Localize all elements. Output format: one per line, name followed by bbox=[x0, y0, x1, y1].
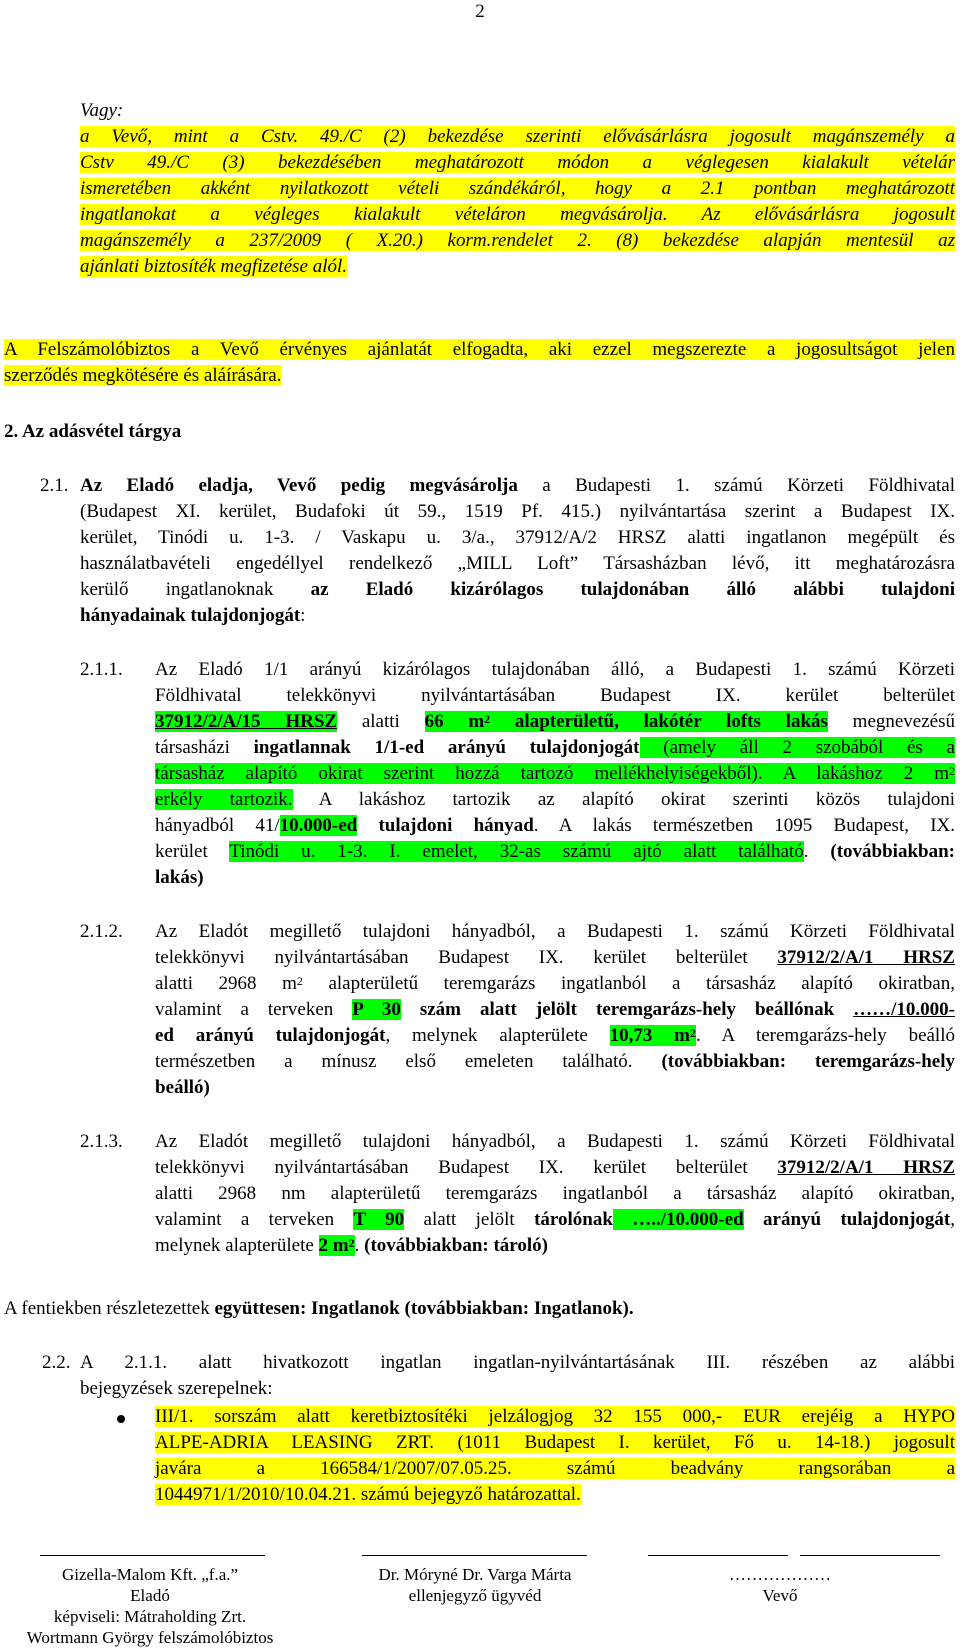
share-value: …../10.000-ed bbox=[612, 1209, 744, 1230]
s21-line: (Budapest XI. kerület, Budafoki út 59., 1519 Pf. 415.) nyilvántartása szerint a Budapest IX. bbox=[80, 501, 955, 522]
share-value: 10.000-ed bbox=[279, 815, 358, 836]
s211-bold: tulajdoni hányad bbox=[357, 815, 534, 836]
intro-line: Cstv 49./C (3) bekezdésében meghatározott módon a véglegesen kialakult vételár bbox=[80, 152, 955, 173]
mortgage-line: 1044971/1/2010/10.04.21. számú bejegyző határozattal. bbox=[155, 1484, 581, 1505]
lakas-type: alapterületű, lakótér lofts lakás bbox=[490, 711, 828, 732]
s211-text: megnevezésű bbox=[827, 711, 955, 732]
s213-text: melynek alapterülete bbox=[155, 1235, 319, 1256]
s211-green: társasház alapító okirat szerint hozzá tartozó mellékhelyiségekből). A lakáshoz 2 m bbox=[155, 763, 949, 784]
s212-bold: (továbbiakban: teremgarázs-hely bbox=[661, 1051, 955, 1072]
s212-text: alapterületű teremgarázs ingatlanból a társasház alapító okiratban, bbox=[302, 973, 955, 994]
summary-text: A fentiekben részletezettek bbox=[4, 1298, 215, 1319]
intro-line: ajánlati biztosíték megfizetése alól. bbox=[80, 256, 348, 277]
garage-hrsz: 37912/2/A/1 HRSZ bbox=[777, 1157, 955, 1178]
s213-text: , bbox=[950, 1209, 955, 1230]
parking-area: 10,73 m bbox=[609, 1025, 690, 1046]
s211-bold: (továbbiakban: bbox=[830, 841, 955, 862]
s21-text: a Budapesti 1. számú Körzeti Földhivatal bbox=[517, 475, 955, 496]
acceptance-line: A Felszámolóbiztos a Vevő érvényes ajánlatát elfogadta, aki ezzel megszerezte a jogosultságot jelen bbox=[4, 339, 955, 360]
s22-line: A 2.1.1. alatt hivatkozott ingatlan ingatlan-nyilvántartásának III. részében az alábbi bbox=[80, 1352, 955, 1373]
s21-text: kerülő ingatlanoknak bbox=[80, 579, 311, 600]
superscript: 2 bbox=[296, 974, 303, 988]
lakas-area: 66 m bbox=[424, 711, 485, 732]
s21-line: kerület, Tinódi u. 1-3. / Vaskapu u. 3/a., 37912/A/2 HRSZ alatti ingatlanon megépült és bbox=[80, 527, 955, 548]
s213-text: alatt jelölt bbox=[404, 1209, 535, 1230]
seller-name: Gizella-Malom Kft. „f.a.” bbox=[61, 1565, 239, 1584]
s211-text: alatti bbox=[337, 711, 425, 732]
s211-line: Földhivatal telekkönyvi nyilvántartásában Budapest IX. kerület belterület bbox=[155, 685, 955, 706]
lawyer-name: Dr. Móryné Dr. Varga Márta bbox=[378, 1565, 572, 1584]
s21-bold: Az Eladó eladja, Vevő pedig megvásárolja bbox=[80, 475, 518, 496]
parking-id: P 30 bbox=[352, 999, 401, 1020]
s212-text: telekkönyvi nyilvántartásában Budapest IX. kerület belterület bbox=[155, 947, 778, 968]
buyer-name: ……………… bbox=[729, 1565, 831, 1584]
seller-representative: képviseli: Mátraholding Zrt. bbox=[53, 1607, 247, 1626]
s211-text: A lakáshoz tartozik az alapító okirat szerinti közös tulajdoni bbox=[292, 789, 955, 810]
section-number: 2.2. bbox=[42, 1352, 71, 1373]
mortgage-line: ALPE-ADRIA LEASING ZRT. (1011 Budapest I. kerület, Fő u. 14-18.) jogosult bbox=[155, 1432, 955, 1453]
summary-bold: együttesen: Ingatlanok (továbbiakban: Ingatlanok). bbox=[214, 1298, 634, 1319]
s212-bold: beálló) bbox=[155, 1077, 210, 1098]
storage-area: 2 m bbox=[318, 1235, 349, 1256]
s21-bold: hányadainak tulajdonjogát bbox=[80, 605, 301, 626]
s213-text: telekkönyvi nyilvántartásában Budapest IX. kerület belterület bbox=[155, 1157, 778, 1178]
section-number: 2.1.3. bbox=[80, 1131, 123, 1152]
page-number: 2 bbox=[475, 1, 485, 22]
s213-bold: (továbbiakban: tároló) bbox=[364, 1235, 548, 1256]
superscript: 2 bbox=[348, 1236, 355, 1250]
s211-line: Az Eladó 1/1 arányú kizárólagos tulajdonában álló, a Budapesti 1. számú Körzeti bbox=[155, 659, 955, 680]
s213-line: Az Eladót megillető tulajdoni hányadból, a Budapesti 1. számú Körzeti Földhivatal bbox=[155, 1131, 955, 1152]
section-number: 2.1. bbox=[40, 475, 69, 496]
mortgage-line: III/1. sorszám alatt keretbiztosítéki jelzálogjog 32 155 000,- EUR erejéig a HYPO bbox=[155, 1406, 955, 1427]
s211-text: társasházi bbox=[155, 737, 254, 758]
section-number: 2.1.2. bbox=[80, 921, 123, 942]
s212-text: alatti 2968 m bbox=[155, 973, 297, 994]
signature-line bbox=[40, 1555, 265, 1556]
s212-line: Az Eladót megillető tulajdoni hányadból, a Budapesti 1. számú Körzeti Földhivatal bbox=[155, 921, 955, 942]
s213-bold: tárolónak bbox=[534, 1209, 613, 1230]
garage-hrsz: 37912/2/A/1 HRSZ bbox=[777, 947, 955, 968]
s21-text: : bbox=[300, 605, 306, 626]
s211-text: kerület bbox=[155, 841, 230, 862]
seller-role: Eladó bbox=[130, 1586, 170, 1605]
s211-green: (amely áll 2 szobából és a bbox=[639, 737, 955, 758]
intro-line: magánszemély a 237/2009 ( X.20.) korm.rendelet 2. (8) bekezdése alapján mentesül az bbox=[80, 230, 955, 251]
lakas-address: Tinódi u. 1-3. I. emelet, 32-as számú ajtó alatt található bbox=[229, 841, 804, 862]
section-heading: 2. Az adásvétel tárgya bbox=[4, 421, 182, 442]
s211-bold: ingatlannak 1/1-ed arányú tulajdonjogát bbox=[253, 737, 640, 758]
s22-line: bejegyzések szerepelnek: bbox=[80, 1378, 273, 1399]
intro-vagy: Vagy: bbox=[80, 100, 124, 121]
lakas-hrsz: 37912/2/A/15 HRSZ bbox=[155, 711, 338, 732]
s211-text: . bbox=[803, 841, 831, 862]
s213-text: . bbox=[354, 1235, 365, 1256]
s213-text: valamint a terveken bbox=[155, 1209, 354, 1230]
s21-line: használatbavételi engedéllyel rendelkező „MILL Loft” Társasházban lévő, itt meghatározásra bbox=[80, 553, 955, 574]
intro-line: ismeretében akként nyilatkozott vételi szándékáról, hogy a 2.1 pontban meghatározott bbox=[80, 178, 955, 199]
seller-liquidator: Wortmann György felszámolóbiztos bbox=[26, 1628, 274, 1647]
s212-bold: ed arányú tulajdonjogát bbox=[155, 1025, 386, 1046]
bullet-icon bbox=[117, 1415, 125, 1423]
superscript: 2 bbox=[484, 712, 491, 726]
s212-text: valamint a terveken bbox=[155, 999, 353, 1020]
share-value: ……/10.000- bbox=[853, 999, 955, 1020]
superscript: 2 bbox=[949, 764, 955, 778]
s21-bold: az Eladó kizárólagos tulajdonában álló alábbi tulajdoni bbox=[310, 579, 955, 600]
s212-bold: szám alatt jelölt teremgarázs-hely beállónak bbox=[400, 999, 854, 1020]
storage-id: T 90 bbox=[353, 1209, 405, 1230]
s211-bold: lakás) bbox=[155, 867, 204, 888]
s213-bold: arányú tulajdonjogát bbox=[743, 1209, 951, 1230]
superscript: 2 bbox=[690, 1026, 696, 1040]
section-number: 2.1.1. bbox=[80, 659, 123, 680]
s212-text: . A teremgarázs-hely beálló bbox=[696, 1025, 955, 1046]
buyer-role: Vevő bbox=[762, 1586, 798, 1605]
intro-line: ingatlanokat a végleges kialakult vételáron megvásárolja. Az elővásárlásra jogosult bbox=[80, 204, 955, 225]
s211-text: . A lakás természetben 1095 Budapest, IX. bbox=[533, 815, 955, 836]
signature-line bbox=[362, 1555, 587, 1556]
acceptance-line: szerződés megkötésére és aláírására. bbox=[4, 365, 282, 386]
s212-text: természetben a mínusz első emeleten található. bbox=[155, 1051, 662, 1072]
lawyer-role: ellenjegyző ügyvéd bbox=[408, 1586, 542, 1605]
s211-text: hányadból 41/ bbox=[155, 815, 280, 836]
signature-line bbox=[648, 1555, 788, 1556]
mortgage-line: javára a 166584/1/2007/07.05.25. számú beadvány rangsorában a bbox=[155, 1458, 955, 1479]
s211-green: erkély tartozik. bbox=[155, 789, 293, 810]
s213-line: alatti 2968 nm alapterületű teremgarázs ingatlanból a társasház alapító okiratban, bbox=[155, 1183, 955, 1204]
signature-line bbox=[800, 1555, 940, 1556]
intro-line: a Vevő, mint a Cstv. 49./C (2) bekezdése szerinti elővásárlásra jogosult magánszemély a bbox=[80, 126, 955, 147]
s212-text: , melynek alapterülete bbox=[385, 1025, 610, 1046]
